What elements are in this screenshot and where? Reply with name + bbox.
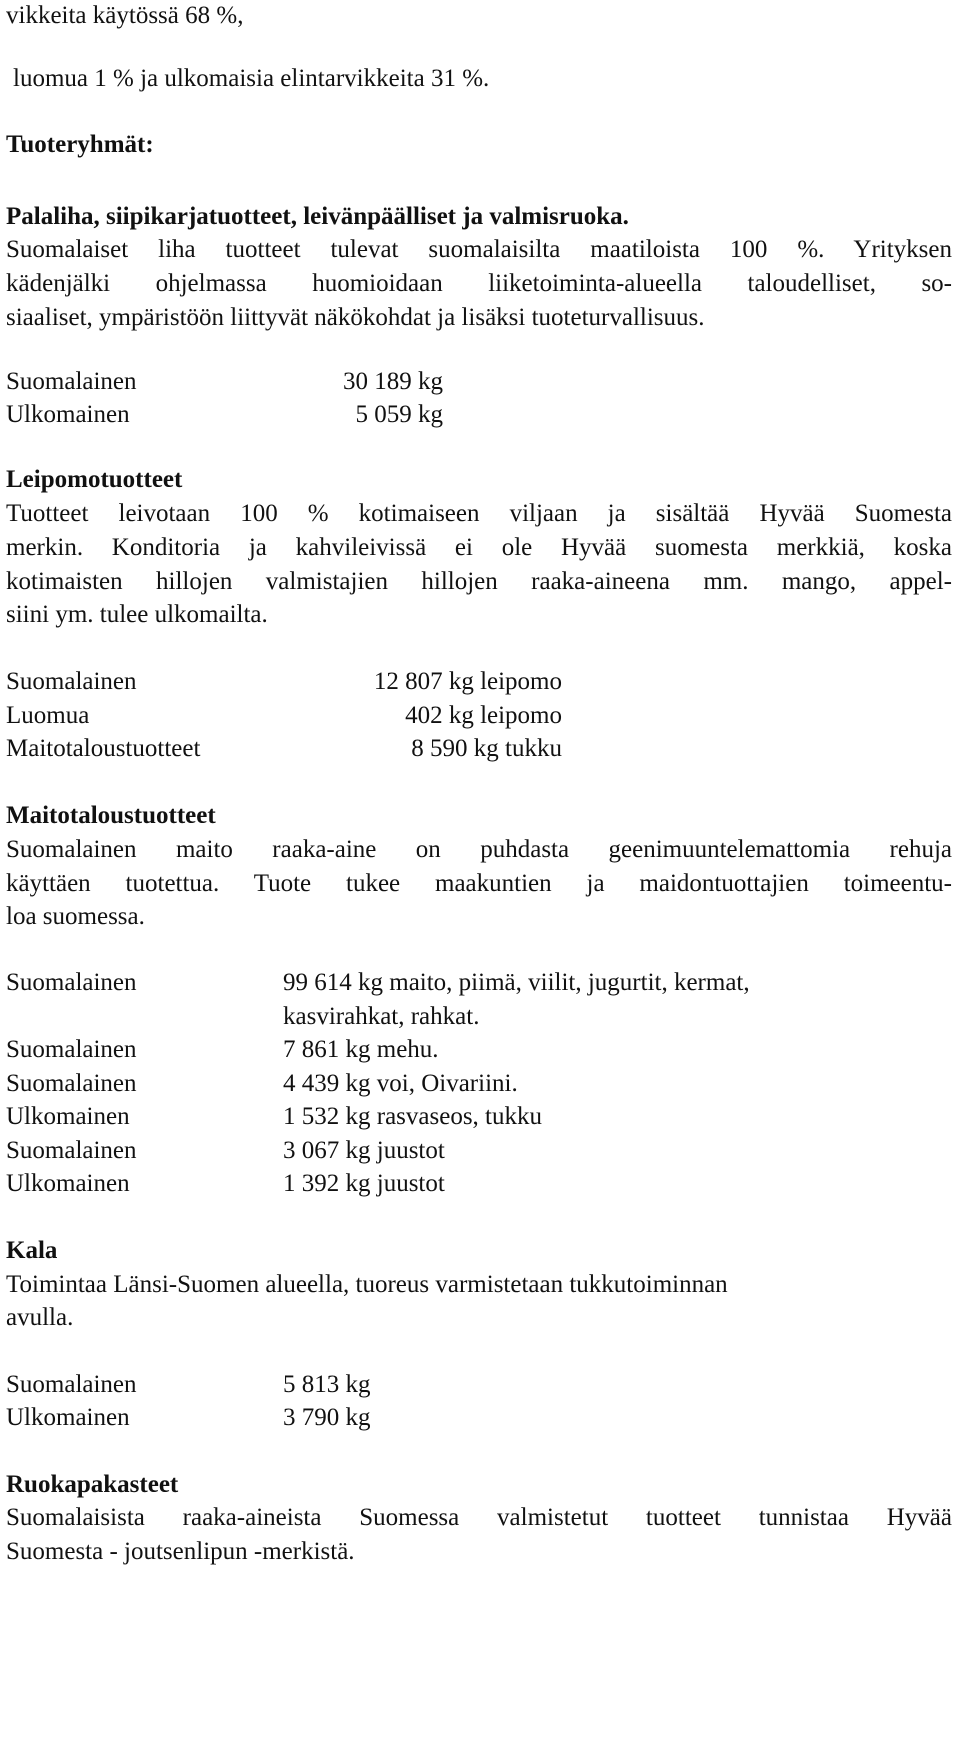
amount-value: 12 807 kg leipomo bbox=[373, 668, 562, 695]
intro-line-2: luomua 1 % ja ulkomaisia elintarvikkeita 31 %. bbox=[13, 65, 490, 92]
amount-value: 99 614 kg maito, piimä, viilit, jugurtit, kermat, bbox=[283, 969, 750, 996]
paragraph-line: käyttäen tuotettua. Tuote tukee maakuntien ja maidontuottajien toimeentu- bbox=[6, 870, 952, 897]
intro-line-1: vikkeita käytössä 68 %, bbox=[6, 2, 244, 29]
origin-label: Suomalainen bbox=[6, 969, 137, 996]
paragraph-line: siaaliset, ympäristöön liittyvät näkökohdat ja lisäksi tuoteturvallisuus. bbox=[6, 304, 705, 331]
paragraph-line: siini ym. tulee ulkomailta. bbox=[6, 601, 268, 628]
origin-label: Ulkomainen bbox=[6, 1404, 130, 1431]
origin-label: Suomalainen bbox=[6, 1070, 137, 1097]
paragraph-line: merkin. Konditoria ja kahvileivissä ei ole Hyvää suomesta merkkiä, koska bbox=[6, 534, 952, 561]
origin-label: Ulkomainen bbox=[6, 1170, 130, 1197]
paragraph-line: Tuotteet leivotaan 100 % kotimaiseen viljaan ja sisältää Hyvää Suomesta bbox=[6, 500, 952, 527]
paragraph-line: kotimaisten hillojen valmistajien hillojen raaka-aineena mm. mango, appel- bbox=[6, 568, 952, 595]
paragraph-line: loa suomessa. bbox=[6, 903, 145, 930]
section-heading-maitotaloustuotteet: Maitotaloustuotteet bbox=[6, 802, 216, 829]
paragraph-line: Suomalainen maito raaka-aine on puhdasta geenimuuntelemattomia rehuja bbox=[6, 836, 952, 863]
amount-value: 1 392 kg juustot bbox=[283, 1170, 445, 1197]
section-heading-ruokapakasteet: Ruokapakasteet bbox=[6, 1471, 179, 1498]
origin-label: Suomalainen bbox=[6, 1137, 137, 1164]
origin-label: Luomua bbox=[6, 702, 90, 729]
paragraph-line: Toimintaa Länsi-Suomen alueella, tuoreus varmistetaan tukkutoiminnan bbox=[6, 1271, 728, 1298]
origin-label: Maitotaloustuotteet bbox=[6, 735, 201, 762]
paragraph-line: Suomesta - joutsenlipun -merkistä. bbox=[6, 1538, 355, 1565]
tuoteryhmat-subheading: Palaliha, siipikarjatuotteet, leivänpäälliset ja valmisruoka. bbox=[6, 203, 629, 230]
paragraph-line: Suomalaiset liha tuotteet tulevat suomalaisilta maatiloista 100 %. Yrityksen bbox=[6, 236, 952, 263]
amount-value: 5 059 kg bbox=[355, 401, 443, 428]
section-heading-tuoteryhmat: Tuoteryhmät: bbox=[6, 131, 154, 158]
section-heading-leipomotuotteet: Leipomotuotteet bbox=[6, 466, 183, 493]
origin-label: Ulkomainen bbox=[6, 401, 130, 428]
paragraph-line: avulla. bbox=[6, 1304, 74, 1331]
amount-value: kasvirahkat, rahkat. bbox=[283, 1003, 480, 1030]
amount-value: 402 kg leipomo bbox=[405, 702, 562, 729]
amount-value: 8 590 kg tukku bbox=[411, 735, 562, 762]
section-heading-kala: Kala bbox=[6, 1237, 58, 1264]
amount-value: 1 532 kg rasvaseos, tukku bbox=[283, 1103, 542, 1130]
amount-value: 30 189 kg bbox=[343, 368, 443, 395]
origin-label: Suomalainen bbox=[6, 368, 137, 395]
amount-value: 7 861 kg mehu. bbox=[283, 1036, 439, 1063]
amount-value: 5 813 kg bbox=[283, 1371, 371, 1398]
amount-value: 3 067 kg juustot bbox=[283, 1137, 445, 1164]
paragraph-line: kädenjälki ohjelmassa huomioidaan liiketoiminta-alueella taloudelliset, so- bbox=[6, 270, 952, 297]
paragraph-line: Suomalaisista raaka-aineista Suomessa valmistetut tuotteet tunnistaa Hyvää bbox=[6, 1504, 952, 1531]
amount-value: 3 790 kg bbox=[283, 1404, 371, 1431]
origin-label: Suomalainen bbox=[6, 1036, 137, 1063]
origin-label: Suomalainen bbox=[6, 1371, 137, 1398]
amount-value: 4 439 kg voi, Oivariini. bbox=[283, 1070, 518, 1097]
origin-label: Suomalainen bbox=[6, 668, 137, 695]
origin-label: Ulkomainen bbox=[6, 1103, 130, 1130]
